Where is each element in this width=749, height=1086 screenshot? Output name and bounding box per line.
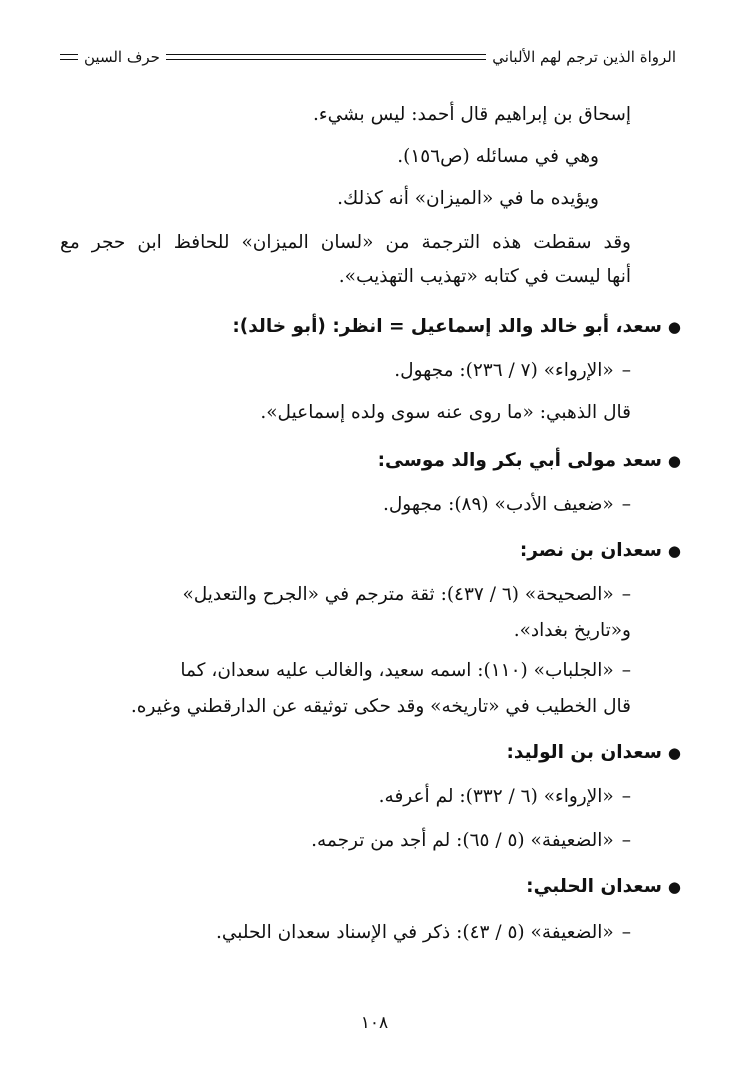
text-line: إسحاق بن إبراهيم قال أحمد: ليس بشيء.: [313, 104, 631, 125]
text-line: و«تاريخ بغداد».: [513, 620, 631, 641]
text-line: وقد سقطت هذه الترجمة من «لسان الميزان» للحافظ ابن حجر مع: [60, 232, 631, 253]
bullet-icon: ●: [667, 452, 681, 470]
item-text: «الضعيفة» (٥ / ٦٥): لم أجد من ترجمه.: [311, 830, 614, 851]
bullet-icon: ●: [667, 318, 681, 336]
running-header: [60, 42, 676, 72]
list-item: [60, 922, 631, 943]
entry-heading: [60, 316, 681, 337]
item-text: «ضعيف الأدب» (٨٩): مجهول.: [382, 494, 614, 515]
bullet-icon: ●: [667, 878, 681, 896]
dash-icon: –: [621, 360, 631, 381]
heading-text: سعد مولى أبي بكر والد موسى:: [377, 450, 662, 471]
text-line: وهي في مسائله (ص١٥٦).: [397, 146, 599, 167]
entry-heading: [60, 450, 681, 471]
item-text: «الإرواء» (٦ / ٣٣٢): لم أعرفه.: [378, 786, 614, 807]
item-text: «الجلباب» (١١٠): اسمه سعيد، والغالب عليه سعدان، كما: [180, 660, 614, 681]
heading-text: سعدان بن نصر:: [519, 540, 662, 561]
list-item: [60, 786, 631, 807]
entry-heading: [60, 742, 681, 763]
page-number: ١٠٨: [360, 1013, 389, 1033]
dash-icon: –: [621, 584, 631, 605]
text-line: ويؤيده ما في «الميزان» أنه كذلك.: [337, 188, 599, 209]
item-text: «الإرواء» (٧ / ٢٣٦): مجهول.: [394, 360, 614, 381]
dash-icon: –: [621, 660, 631, 681]
item-text: «الصحيحة» (٦ / ٤٣٧): ثقة مترجم في «الجرح والتعديل»: [182, 584, 614, 605]
header-title: الرواة الذين ترجم لهم الألباني: [492, 48, 676, 66]
text-line: أنها ليست في كتابه «تهذيب التهذيب».: [338, 266, 631, 287]
list-item: [60, 584, 631, 605]
text-line: قال الخطيب في «تاريخه» وقد حكى توثيقه عن الدارقطني وغيره.: [130, 696, 631, 717]
header-rule: [166, 54, 486, 60]
entry-heading: [60, 876, 681, 897]
dash-icon: –: [621, 922, 631, 943]
note-line: قال الذهبي: «ما روى عنه سوى ولده إسماعيل».: [260, 402, 631, 423]
list-item: [60, 830, 631, 851]
dash-icon: –: [621, 830, 631, 851]
list-item: [60, 360, 631, 381]
list-item: [60, 660, 631, 681]
heading-text: سعدان الحلبي:: [526, 876, 662, 897]
header-section: حرف السين: [84, 48, 160, 66]
entry-heading: [60, 540, 681, 561]
bullet-icon: ●: [667, 744, 681, 762]
item-text: «الضعيفة» (٥ / ٤٣): ذكر في الإسناد سعدان الحلبي.: [215, 922, 614, 943]
header-end-rule: [60, 54, 78, 60]
bullet-icon: ●: [667, 542, 681, 560]
heading-text: سعدان بن الوليد:: [506, 742, 662, 763]
list-item: [60, 494, 631, 515]
heading-text: سعد، أبو خالد والد إسماعيل = انظر: (أبو خالد):: [232, 316, 662, 337]
dash-icon: –: [621, 494, 631, 515]
dash-icon: –: [621, 786, 631, 807]
